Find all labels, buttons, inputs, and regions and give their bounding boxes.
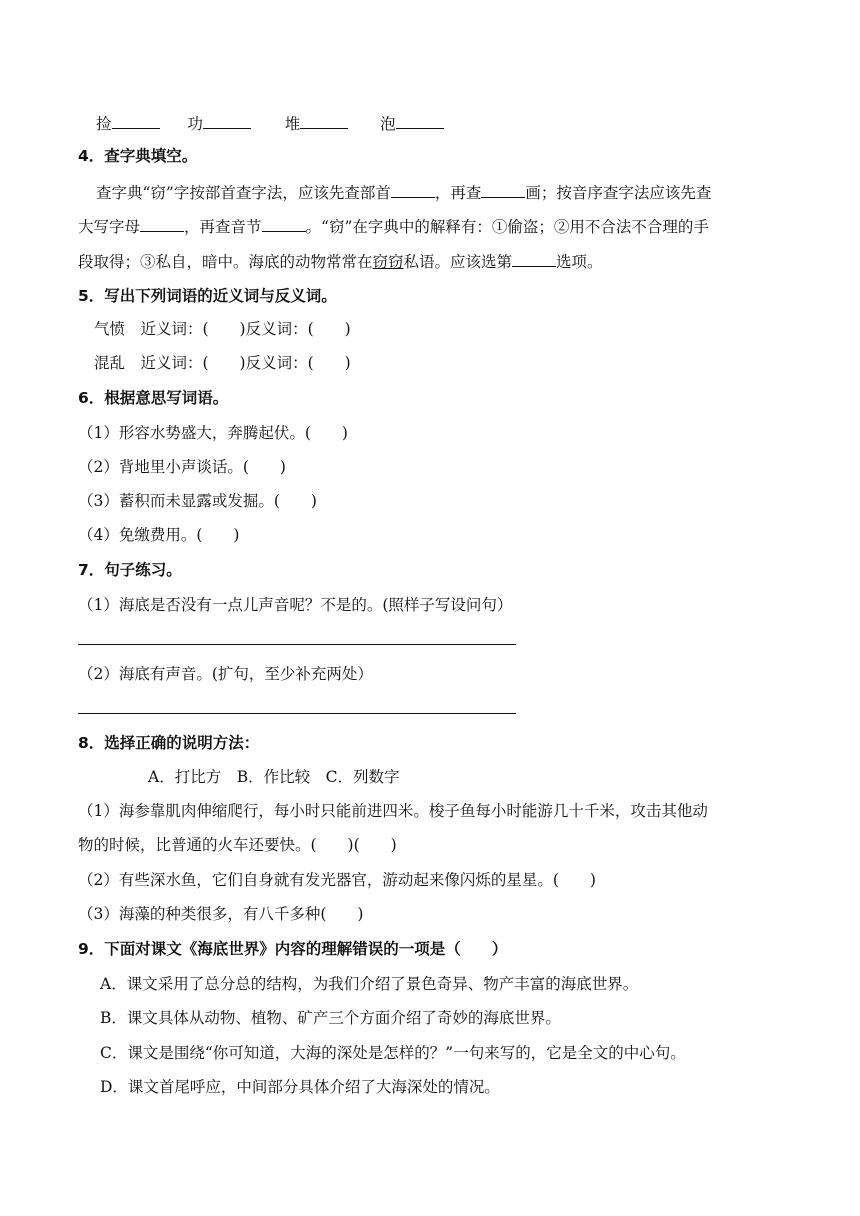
q3-char-3: 堆: [284, 115, 301, 133]
q4-text: 大写字母: [78, 218, 141, 236]
q8-options: A．打比方 B．作比较 C．列数字: [148, 768, 400, 786]
q6-item-1: （1）形容水势盛大，奔腾起伏。( ): [78, 424, 348, 442]
q3-blank-2[interactable]: [203, 112, 251, 129]
q8-item-1a: （1）海参靠肌肉伸缩爬行，每小时只能前进四米。梭子鱼每小时能游几十千米，攻击其他动: [78, 802, 708, 820]
q4-blank-strokes[interactable]: [481, 181, 525, 198]
q7-answer-line-2[interactable]: [78, 713, 516, 714]
q9-option-b[interactable]: B．课文具体从动物、植物、矿产三个方面介绍了奇妙的海底世界。: [100, 1009, 561, 1027]
q4-line-2: [78, 215, 709, 237]
q3-word-row: [96, 112, 444, 134]
q5-heading: 5．写出下列词语的近义词与反义词。: [78, 287, 337, 305]
q3-blank-3[interactable]: [300, 112, 348, 129]
q7-item-2: （2）海底有声音。(扩句，至少补充两处）: [78, 665, 373, 683]
q4-text: 画；按音序查字法应该先查: [525, 184, 712, 202]
q9-option-a[interactable]: A．课文采用了总分总的结构，为我们介绍了景色奇异、物产丰富的海底世界。: [100, 975, 639, 993]
q6-item-3: （3）蓄积而未显露或发掘。( ): [78, 492, 317, 510]
q4-blank-option[interactable]: [512, 250, 556, 267]
q7-item-1: （1）海底是否没有一点儿声音呢？不是的。(照样子写设问句）: [78, 596, 513, 614]
q5-row-2: 混乱 近义词：( )反义词：( ): [94, 354, 351, 372]
q4-text: ，再查音节: [184, 218, 262, 236]
q4-text: 私语。应该选第: [403, 253, 513, 271]
q9-option-d[interactable]: D．课文首尾呼应，中间部分具体介绍了大海深处的情况。: [100, 1078, 500, 1096]
q6-item-4: （4）免缴费用。( ): [78, 526, 240, 544]
q8-heading: 8．选择正确的说明方法：: [78, 734, 260, 752]
q6-heading: 6．根据意思写词语。: [78, 389, 229, 407]
q3-blank-4[interactable]: [396, 112, 444, 129]
q7-answer-line-1[interactable]: [78, 644, 516, 645]
q4-line-3: [78, 250, 603, 272]
q3-char-1: 捡: [96, 115, 112, 133]
q4-blank-radical[interactable]: [391, 181, 435, 198]
q4-text: 段取得；③私自，暗中。海底的动物常常在: [78, 253, 373, 271]
q3-char-2: 功: [187, 115, 203, 133]
q4-blank-letter[interactable]: [140, 215, 184, 232]
q3-blank-1[interactable]: [112, 112, 160, 129]
q3-char-4: 泡: [380, 115, 396, 133]
q8-item-3: （3）海藻的种类很多，有八千多种( ): [78, 905, 364, 923]
q8-item-2: （2）有些深水鱼，它们自身就有发光器官，游动起来像闪烁的星星。( ): [78, 871, 596, 889]
q5-row-1: 气愤 近义词：( )反义词：( ): [94, 320, 351, 338]
q4-underlined-word: 窃窃: [372, 253, 404, 271]
q4-text: 查字典“窃”字按部首查字法，应该先查部首: [96, 184, 391, 202]
q4-text: 选项。: [556, 253, 603, 271]
q4-text: 。“窃”在字典中的解释有：①偷盗；②用不合法不合理的手: [305, 218, 709, 236]
q6-item-2: （2）背地里小声谈话。( ): [78, 458, 286, 476]
q4-text: ，再查: [434, 184, 482, 202]
q4-blank-syllable[interactable]: [262, 215, 306, 232]
q4-heading: 4．查字典填空。: [78, 147, 198, 165]
q8-item-1b: 物的时候，比普通的火车还要快。( )( ): [78, 836, 397, 854]
q9-heading: 9．下面对课文《海底世界》内容的理解错误的一项是（ ）: [78, 940, 508, 958]
q4-line-1: [96, 181, 711, 203]
q7-heading: 7．句子练习。: [78, 561, 182, 579]
q9-option-c[interactable]: C．课文是围绕“你可知道，大海的深处是怎样的？”一句来写的，它是全文的中心句。: [100, 1044, 686, 1062]
